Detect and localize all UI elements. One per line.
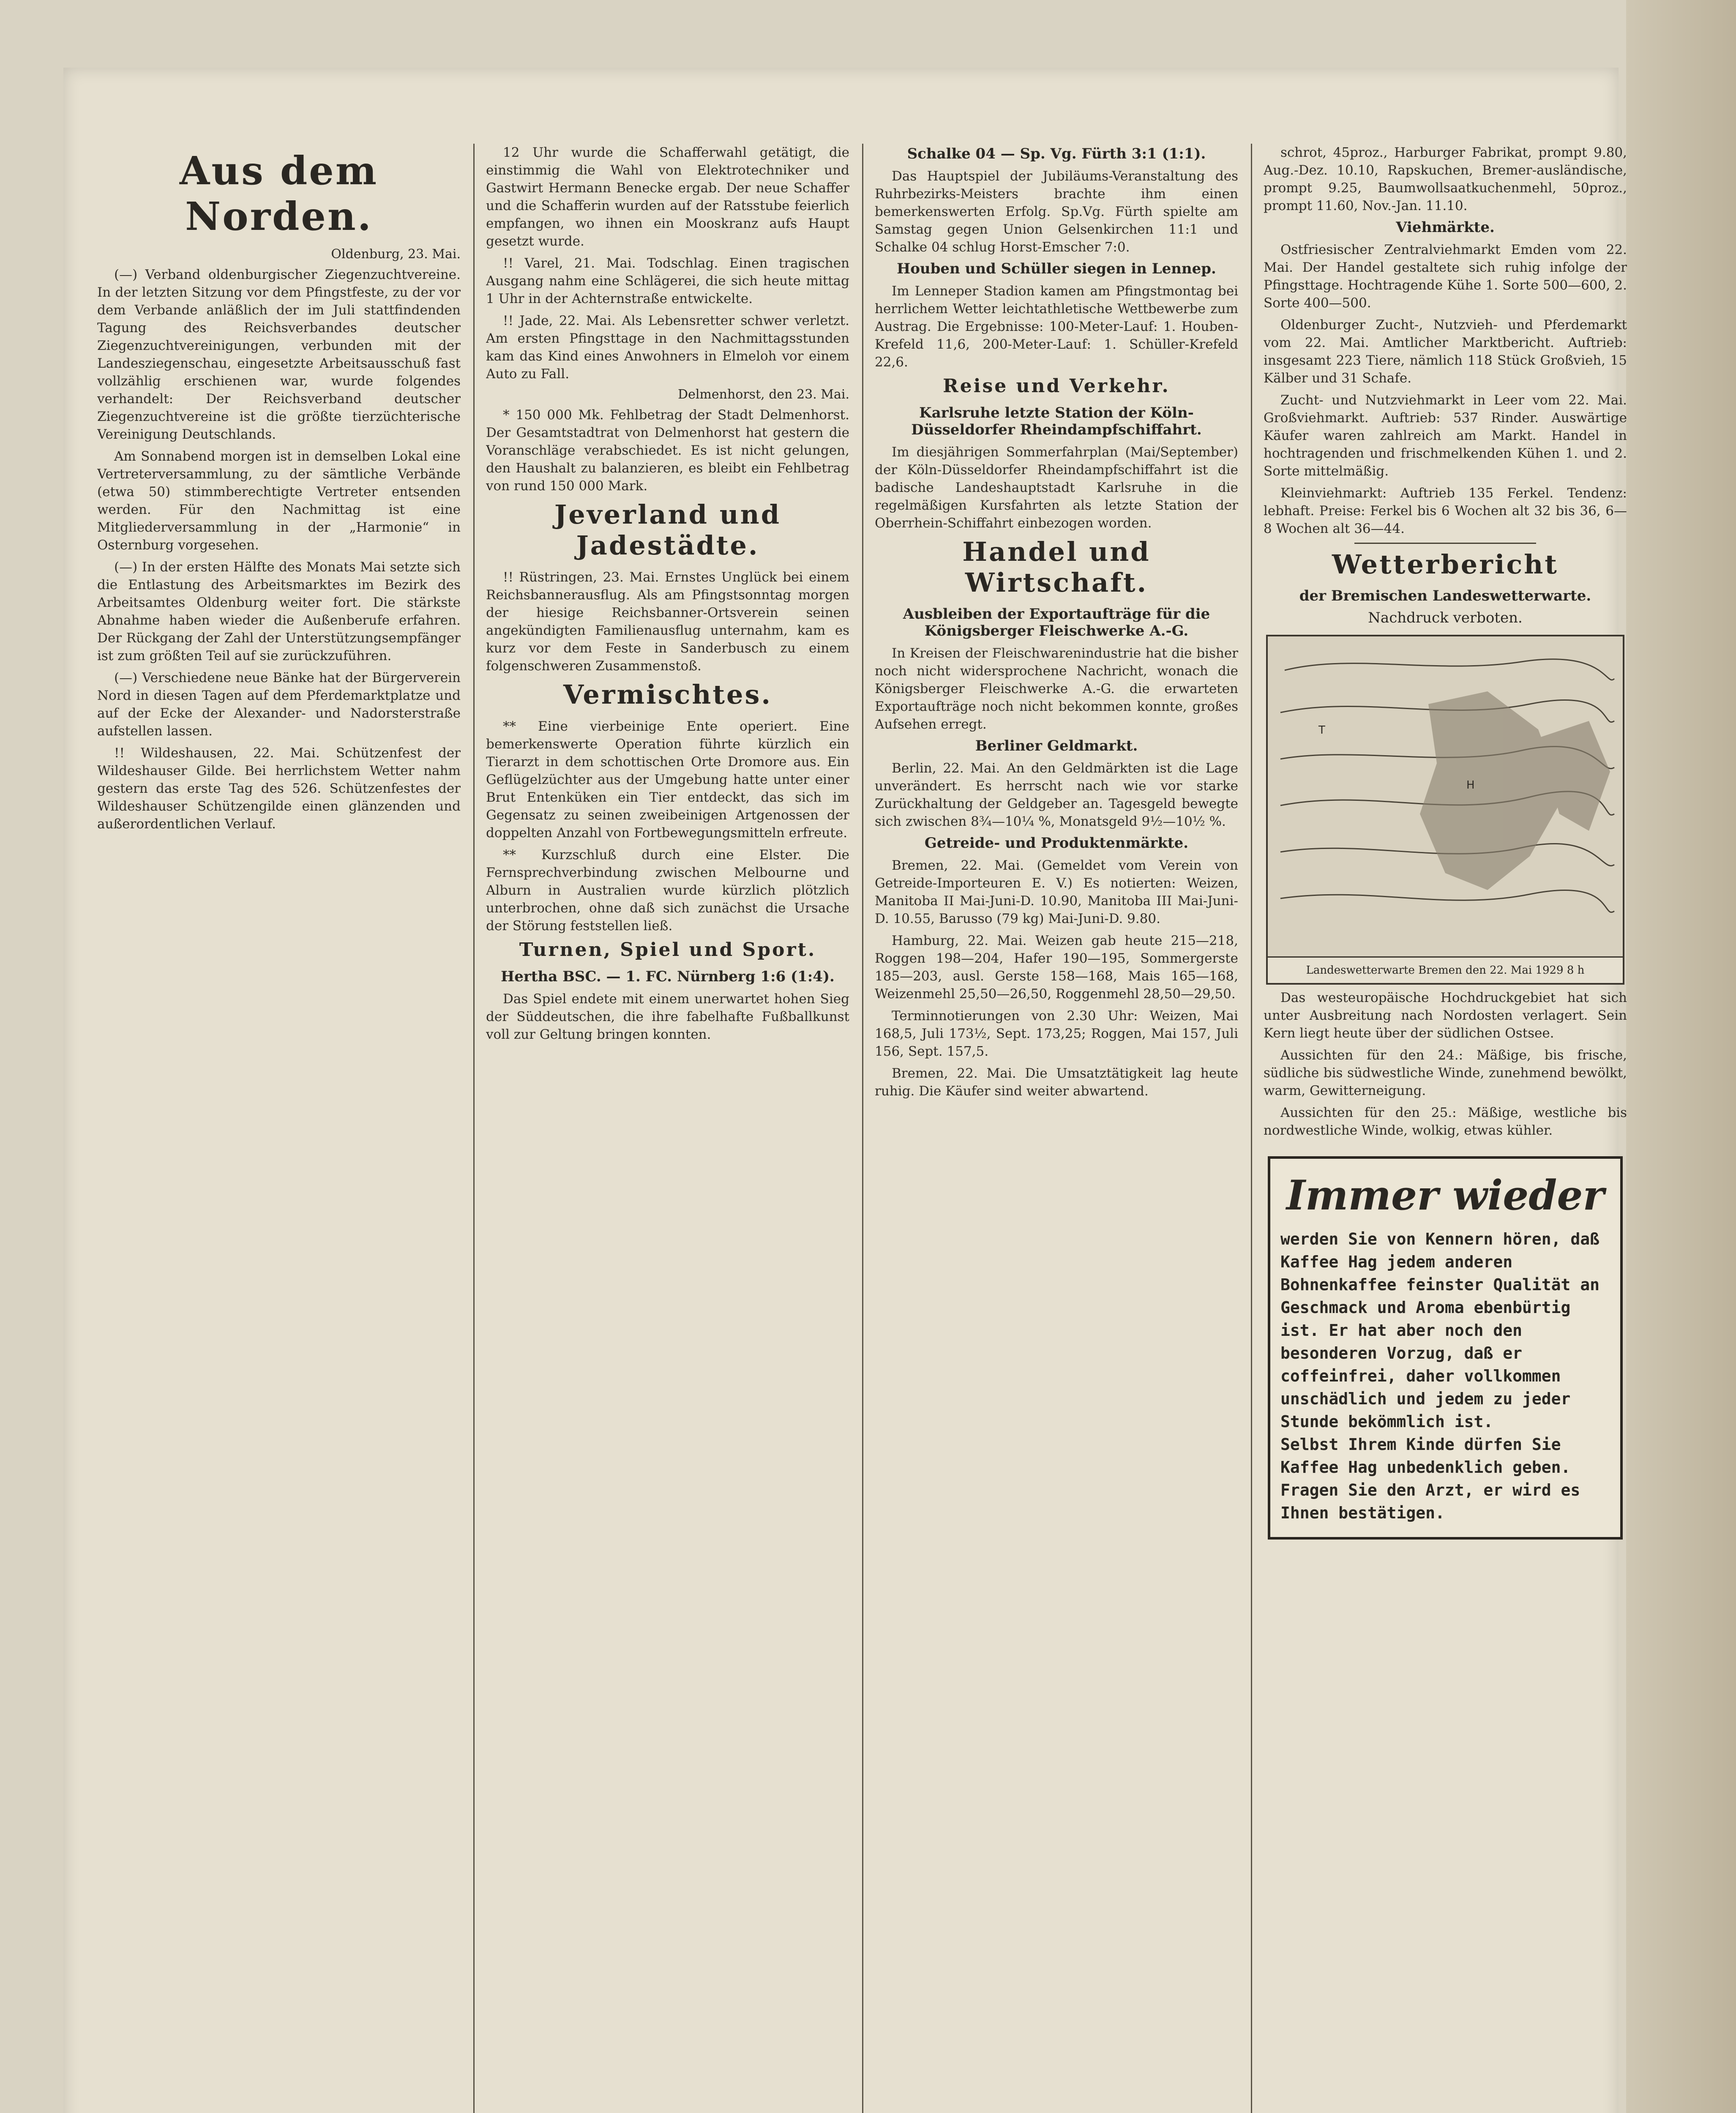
article-paragraph: Das Spiel endete mit einem unerwartet hohen Sieg der Süddeutschen, die ihre fabelhafte Fußballkunst voll zur Geltung bringen konnten. bbox=[486, 991, 849, 1042]
map-caption: Landeswetterwarte Bremen den 22. Mai 1929 8 h bbox=[1268, 956, 1623, 983]
article-paragraph: Das westeuropäische Hochdruckgebiet hat sich unter Ausbreitung nach Nordosten verlagert. Sein Kern liegt heute über der südlichen Ostsee. bbox=[1264, 990, 1627, 1041]
article-paragraph: (—) Verschiedene neue Bänke hat der Bürgerverein Nord in diesen Tagen auf dem Pferdemarktplatze und auf der Ecke der Alexander- und Nadorsterstraße aufstellen lassen. bbox=[97, 670, 461, 739]
article-paragraph: Das Hauptspiel der Jubiläums-Veranstaltung des Ruhrbezirks-Meisters brachte ihm einen bemerkenswerten Erfolg. Sp.Vg. Fürth spielte am Samstag gegen Union Gelsenkirchen 11:1 und Schalke 04 schlug Horst-Emscher 7:0. bbox=[875, 169, 1238, 255]
subheadline: Houben und Schüller siegen in Lennep. bbox=[897, 260, 1216, 277]
headline-reise-verkehr: Reise und Verkehr. bbox=[943, 375, 1170, 397]
copyright-note: Nachdruck verboten. bbox=[1368, 609, 1523, 626]
article-paragraph: !! Rüstringen, 23. Mai. Ernstes Unglück bei einem Reichsbannerausflug. Als am Pfingstsonntag morgen der hiesige Reichsbanner-Ortsverein seinen angekündigten Familienausflug unternahm, kam es kurz vor dem Feste in Sanderbusch zu einem folgenschweren Zusammenstoß. bbox=[486, 570, 849, 674]
svg-text:H: H bbox=[1466, 779, 1475, 792]
article-paragraph: Hamburg, 22. Mai. Weizen gab heute 215—218, Roggen 198—204, Hafer 190—195, Sommergerste 185—203, ausl. Gerste 158—168, Mais 165—168, Weizenmehl 25,50—26,50, Roggenmehl 28,50—29,50. bbox=[875, 933, 1238, 1002]
subheadline: Hertha BSC. — 1. FC. Nürnberg 1:6 (1:4). bbox=[501, 968, 835, 985]
article-paragraph: Im diesjährigen Sommerfahrplan (Mai/September) der Köln-Düsseldorfer Rheindampfschiffahrt ist die badische Landeshauptstadt Karlsruhe in die regelmäßigen Kursfahrten als letzte Station der Oberrhein-Schiffahrt einbezogen worden. bbox=[875, 445, 1238, 531]
divider bbox=[1354, 543, 1536, 544]
article-paragraph: ** Eine vierbeinige Ente operiert. Eine bemerkenswerte Operation führte kürzlich ein Tierarzt in dem schottischen Orte Dromore aus. Ein Geflügelzüchter aus der Umgebung hatte unter einer Brut Entenküken ein Tier entdeckt, das sich im Gegensatz zu seinen zweibeinigen Artgenossen der doppelten Anzahl von Fortbewegungsmitteln erfreute. bbox=[486, 719, 849, 841]
column-3 bbox=[875, 144, 1238, 2113]
column-2 bbox=[486, 144, 849, 2113]
kaffee-hag-ad bbox=[1268, 1156, 1623, 1540]
headline-vermischtes: Vermischtes. bbox=[563, 679, 772, 710]
article-paragraph: schrot, 45proz., Harburger Fabrikat, prompt 9.80, Aug.-Dez. 10.10, Rapskuchen, Bremer-ausländische, prompt 9.25, Baumwollsaatkuchenmehl, 50proz., prompt 11.60, Nov.-Jan. 11.10. bbox=[1264, 145, 1627, 213]
article-paragraph: !! Wildeshausen, 22. Mai. Schützenfest der Wildeshauser Gilde. Bei herrlichstem Wetter nahm gestern das erste Tag des 526. Schützenfestes der Wildeshauser Schützengilde einen glänzenden und außerordentlichen Verlauf. bbox=[97, 745, 461, 832]
column-rule bbox=[1251, 144, 1252, 2113]
article-paragraph: Im Lenneper Stadion kamen am Pfingstmontag bei herrlichem Wetter leichtathletische Wettbewerbe zum Austrag. Die Ergebnisse: 100-Meter-Lauf: 1. Houben-Krefeld 11,6, 200-Meter-Lauf: 1. Schüller-Krefeld 22,6. bbox=[875, 284, 1238, 370]
subheadline: Berliner Geldmarkt. bbox=[975, 737, 1138, 754]
column-rule bbox=[473, 144, 475, 2113]
subheadline: der Bremischen Landeswetterwarte. bbox=[1299, 587, 1591, 604]
article-paragraph: Kleinviehmarkt: Auftrieb 135 Ferkel. Tendenz: lebhaft. Preise: Ferkel bis 6 Wochen alt 32 bis 36, 6—8 Wochen alt 36—44. bbox=[1264, 486, 1627, 536]
article-paragraph: In Kreisen der Fleischwarenindustrie hat die bisher noch nicht widersprochene Nachricht, wonach die Königsberger Fleischwerke A.-G. die erwarteten Exportaufträge noch nicht bekommen konnte, großes Aufsehen erregt. bbox=[875, 646, 1238, 732]
headline-handel: Handel und Wirtschaft. bbox=[962, 536, 1151, 598]
article-paragraph: Bremen, 22. Mai. (Gemeldet vom Verein von Getreide-Importeuren E. V.) Es notierten: Weizen, Manitoba II Mai-Juni-D. 10.90, Manitoba III Mai-Juni-D. 10.55, Barusso (79 kg) Mai-Juni-D. 9.80. bbox=[875, 858, 1238, 926]
article-paragraph: Am Sonnabend morgen ist in demselben Lokal eine Vertreterversammlung, zu der sämtliche Verbände (etwa 50) stimmberechtigte Vertreter entsenden werden. Für den Nachmittag ist eine Mitgliederversammlung in der „Harmonie“ in Osternburg vorgesehen. bbox=[97, 449, 461, 553]
column-4 bbox=[1264, 144, 1627, 2113]
headline-wetterbericht: Wetterbericht bbox=[1332, 549, 1559, 580]
article-paragraph: * 150 000 Mk. Fehlbetrag der Stadt Delmenhorst. Der Gesamtstadtrat von Delmenhorst hat gestern die Voranschläge verabschiedet. Es ist nicht gelungen, den Haushalt zu balanzieren, es bleibt ein Fehlbetrag von rund 150 000 Mark. bbox=[486, 407, 849, 494]
dateline: Oldenburg, 23. Mai. bbox=[331, 247, 461, 262]
svg-text:T: T bbox=[1318, 724, 1325, 737]
article-paragraph: 12 Uhr wurde die Schafferwahl getätigt, die einstimmig die Wahl von Elektrotechniker und Gastwirt Hermann Benecke ergab. Der neue Schaffer und die Schafferin wurden auf der Ratsstube feierlich empfangen, wo ihnen ein Mooskranz aufs Haupt gesetzt wurde. bbox=[486, 145, 849, 249]
article-paragraph: (—) In der ersten Hälfte des Monats Mai setzte sich die Entlastung des Arbeitsmarktes im Bezirk des Arbeitsamtes Oldenburg weiter fort. Die stärkste Abnahme haben wieder die Außenberufe erfahren. Der Rückgang der Zahl der Unterstützungsempfänger ist zum größten Teil auf sie zurückzuführen. bbox=[97, 560, 461, 663]
headline-aus-dem-norden: Aus dem Norden. bbox=[179, 148, 379, 239]
article-paragraph: Bremen, 22. Mai. Die Umsatztätigkeit lag heute ruhig. Die Käufer sind weiter abwartend. bbox=[875, 1066, 1238, 1099]
article-paragraph: Aussichten für den 25.: Mäßige, westliche bis nordwestliche Winde, wolkig, etwas kühler. bbox=[1264, 1105, 1627, 1138]
article-paragraph: ** Kurzschluß durch eine Elster. Die Fernsprechverbindung zwischen Melbourne und Alburn in Australien wurde kürzlich plötzlich unterbrochen, ohne daß sich zunächst die Ursache der Störung feststellen ließ. bbox=[486, 847, 849, 934]
subheadline: Viehmärkte. bbox=[1396, 219, 1495, 236]
subheadline: Ausbleiben der Exportaufträge für die Königsberger Fleischwerke A.-G. bbox=[903, 606, 1210, 639]
article-paragraph: Berlin, 22. Mai. An den Geldmärkten ist die Lage unverändert. Es herrscht nach wie vor starke Zurückhaltung der Geldgeber an. Tagesgeld bewegte sich zwischen 8¾—10¼ %, Monatsgeld 9½—10½ %. bbox=[875, 761, 1238, 829]
article-paragraph: Ostfriesischer Zentralviehmarkt Emden vom 22. Mai. Der Handel gestaltete sich ruhig infolge der Pfingsttage. Hochtragende Kühe 1. Sorte 500—600, 2. Sorte 400—500. bbox=[1264, 242, 1627, 311]
subheadline: Karlsruhe letzte Station der Köln-Düsseldorfer Rheindampfschiffahrt. bbox=[911, 404, 1202, 438]
weather-map bbox=[1266, 635, 1624, 985]
ad-title: Immer wieder bbox=[1286, 1171, 1605, 1219]
weather-map-graphic bbox=[1268, 636, 1623, 958]
article-paragraph: Oldenburger Zucht-, Nutzvieh- und Pferdemarkt vom 22. Mai. Amtlicher Marktbericht. Auftrieb: insgesamt 223 Tiere, nämlich 118 Stück Großvieh, 15 Kälber und 31 Schafe. bbox=[1264, 317, 1627, 386]
article-paragraph: !! Varel, 21. Mai. Todschlag. Einen tragischen Ausgang nahm eine Schlägerei, die sich heute mittag 1 Uhr in der Achternstraße entwickelte. bbox=[486, 256, 849, 306]
column-rule bbox=[862, 144, 863, 2113]
column-1 bbox=[97, 144, 461, 2113]
article-paragraph: Aussichten für den 24.: Mäßige, bis frische, südliche bis südwestliche Winde, zunehmend bewölkt, warm, Gewitterneigung. bbox=[1264, 1048, 1627, 1098]
subheadline: Schalke 04 — Sp. Vg. Fürth 3:1 (1:1). bbox=[907, 145, 1206, 162]
headline-sport: Turnen, Spiel und Sport. bbox=[519, 939, 816, 961]
ad-body: werden Sie von Kennern hören, daß Kaffee Hag jedem anderen Bohnenkaffee feinster Qualität an Geschmack und Aroma ebenbürtig ist. Er hat aber noch den besonderen Vorzug, daß er coffeinfrei, daher vollkommen unschädlich und jedem zu jeder Stunde bekömmlich ist. Selbst Ihrem Kinde dürfen Sie Kaffee Hag unbedenklich geben. Fragen Sie den Arzt, er wird es Ihnen bestätigen. bbox=[1280, 1230, 1600, 1522]
article-paragraph: (—) Verband oldenburgischer Ziegenzuchtvereine. In der letzten Sitzung vor dem Pfingstfeste, zu der vor dem Verbande anläßlich der im Juli stattfindenden Tagung des Reichsverbandes deutscher Ziegenzuchtvereinigungen, verbunden mit der Landesziegenschau, eingesetzte Arbeitsausschuß fast vollzählig erschienen war, wurde folgendes verhandelt: Der Reichsverband deutscher Ziegenzuchtvereine ist die größte tierzüchterische Vereinigung Deutschlands. bbox=[97, 267, 461, 442]
subheadline: Getreide- und Produktenmärkte. bbox=[924, 835, 1189, 852]
article-paragraph: Zucht- und Nutzviehmarkt in Leer vom 22. Mai. Großviehmarkt. Auftrieb: 537 Rinder. Auswärtige Käufer waren zahlreich am Markt. Handel in hochtragenden und frischmelkenden Kühen 1. und 2. Sorte mittelmäßig. bbox=[1264, 393, 1627, 479]
page-edge bbox=[1626, 0, 1736, 2113]
article-paragraph: Terminnotierungen von 2.30 Uhr: Weizen, Mai 168,5, Juli 173½, Sept. 173,25; Roggen, Mai 157, Juli 156, Sept. 157,5. bbox=[875, 1008, 1238, 1059]
article-paragraph: !! Jade, 22. Mai. Als Lebensretter schwer verletzt. Am ersten Pfingsttage in den Nachmittagsstunden kam das Kind eines Anwohners in Elmeloh vor einem Auto zu Fall. bbox=[486, 313, 849, 382]
dateline: Delmenhorst, den 23. Mai. bbox=[678, 387, 849, 402]
headline-jeverland: Jeverland und Jadestädte. bbox=[554, 499, 781, 561]
